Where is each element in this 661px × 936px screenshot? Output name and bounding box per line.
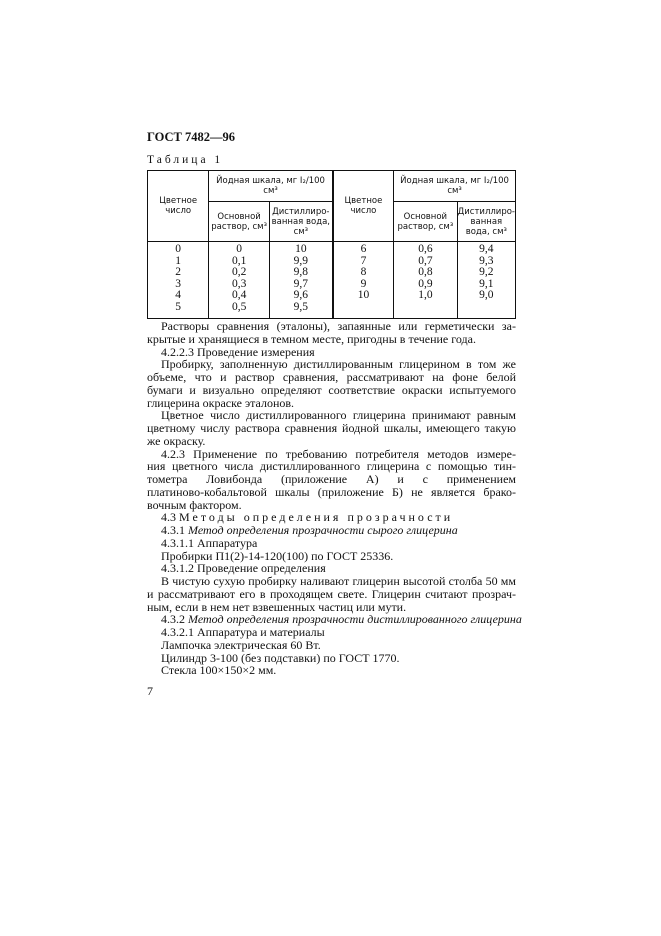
section-number: 4.3.2 <box>161 612 188 627</box>
text-line: 4.2.2.3 Проведение измерения <box>161 344 315 359</box>
text-line: Цилиндр 3-100 (без подставки) по ГОСТ 1770. <box>161 650 400 665</box>
cell-left-num <box>148 242 209 319</box>
section-number: 4.3 <box>161 510 179 525</box>
table-cell-value: 9,9 <box>293 254 308 267</box>
col-header-base-solution: Основной раствор, см³ <box>394 202 458 242</box>
col-header-distilled-water: Дистиллиро-ванная вода, см³ <box>269 202 332 242</box>
table-cell-value: 3 <box>175 277 182 290</box>
table-cell-value: 0 <box>175 243 182 255</box>
text-line: Стекла 100×150×2 мм. <box>161 663 277 678</box>
section-number: 4.3.1 <box>161 523 188 537</box>
text-line: ния цветного числа дистиллированного глицерина с помощью тин- <box>147 459 516 474</box>
table-cell-value: 10 <box>357 289 370 302</box>
table-cell-value: 2 <box>175 266 182 279</box>
cell-right-num <box>333 242 394 319</box>
table-cell-value: 0,1 <box>231 254 247 267</box>
table-cell-value: 9,3 <box>479 254 494 267</box>
col-header-color-number: Цветное число <box>148 171 209 242</box>
text-line: Растворы сравнения (эталоны), запаянные или герметически за- <box>161 319 516 333</box>
text-line: же окраску. <box>147 433 206 448</box>
text-line: объеме, что и раствор сравнения, рассматривают на фоне белой <box>147 370 516 384</box>
table-cell-value: 0,9 <box>418 277 433 290</box>
table-cell-value: 0,4 <box>231 289 247 302</box>
iodine-scale-table <box>147 170 516 319</box>
text-line: и рассматривают его в проходящем свете. Глицерин считают прозрач- <box>147 586 516 601</box>
table-cell-value: 0,2 <box>231 266 247 279</box>
table-cell-value: 9 <box>360 277 367 290</box>
col-header-base-solution: Основной раствор, см³ <box>209 202 270 242</box>
table-cell-value: 0,8 <box>418 266 433 279</box>
table-cell-value: 4 <box>175 289 182 302</box>
text-line: бумаги и визуально определяют соответствие окраски испытуемого <box>147 382 516 397</box>
text-line: цветному числу раствора сравнения йодной шкалы, имеющего такую <box>147 421 516 435</box>
text-line: крытые и хранящиеся в темном месте, пригодны в течение года. <box>147 331 476 346</box>
table-cell-value: 6 <box>360 243 367 255</box>
table-cell-value: 5 <box>175 300 182 313</box>
table-caption: Таблица 1 <box>147 154 224 166</box>
cell-right-base <box>394 242 458 319</box>
section-title: Метод определения прозрачности сырого глицерина <box>188 523 458 537</box>
table-cell-value: 9,4 <box>479 243 494 255</box>
cell-left-water <box>269 242 332 319</box>
section-title: Методы определения прозрачности <box>179 510 454 525</box>
text-line: Пробирку, заполненную дистиллированным глицерином в том же <box>161 357 516 372</box>
table-cell-value: 0,6 <box>418 243 433 255</box>
table-cell-value: 0,7 <box>418 254 433 267</box>
text-line: глицерина окраске эталонов. <box>147 395 295 410</box>
table-cell-value: 0,3 <box>231 277 247 290</box>
table-cell-value: 9,6 <box>293 289 308 302</box>
text-line: платиново-кобальтовой шкалы (приложение Б) не является брако- <box>147 484 516 499</box>
page-number: 7 <box>147 684 153 698</box>
table-cell-value: 9,1 <box>479 277 494 290</box>
table-cell-value: 9,5 <box>293 300 308 313</box>
table-cell-value: 8 <box>360 266 367 279</box>
table-cell-value: 7 <box>360 254 367 267</box>
table-cell-value: 9,0 <box>479 289 494 302</box>
text-line <box>147 524 516 537</box>
text-line: Цветное число дистиллированного глицерина принимают равным <box>161 408 516 423</box>
text-line: Лампочка электрическая 60 Вт. <box>161 637 321 652</box>
text-line: ным, если в нем нет взвешенных частиц или мути. <box>147 599 407 614</box>
cell-right-water <box>457 242 515 319</box>
table-cell-value: 9,2 <box>479 266 494 279</box>
col-header-iodine-scale: Йодная шкала, мг I₂/100 см³ <box>209 171 333 202</box>
table-cell-value: 1 <box>175 254 182 267</box>
text-line: 4.3.1.1 Аппаратура <box>161 535 258 550</box>
text-line: В чистую сухую пробирку наливают глицерин высотой столба 50 мм <box>161 574 516 588</box>
table-cell-value: 9,8 <box>293 266 308 279</box>
table-cell-value: 0 <box>236 243 242 255</box>
document-header: ГОСТ 7482—96 <box>147 130 236 144</box>
text-line: 4.3.2.1 Аппаратура и материалы <box>161 625 325 639</box>
table-cell-value: 10 <box>295 243 307 255</box>
text-line: вочным фактором. <box>147 497 242 512</box>
cell-left-base <box>209 242 270 319</box>
table-cell-value: 0,5 <box>231 300 247 313</box>
text-line: тометра Ловибонда (приложение А) и с применением <box>147 472 516 486</box>
col-header-distilled-water: Дистиллиро-ванная вода, см³ <box>457 202 515 242</box>
text-line: 4.2.3 Применение по требованию потребителя методов измере- <box>161 446 516 461</box>
text-line: 4.3.1.2 Проведение определения <box>161 561 326 576</box>
table-cell-value: 9,7 <box>293 277 308 290</box>
col-header-iodine-scale: Йодная шкала, мг I₂/100 см³ <box>394 171 516 202</box>
text-line: Пробирки П1(2)-14-120(100) по ГОСТ 25336. <box>161 548 394 563</box>
table-cell-value: 1,0 <box>418 289 433 302</box>
col-header-color-number: Цветное число <box>333 171 394 242</box>
body-text <box>147 319 522 678</box>
section-title: Метод определения прозрачности дистиллированного глицерина <box>188 612 522 627</box>
